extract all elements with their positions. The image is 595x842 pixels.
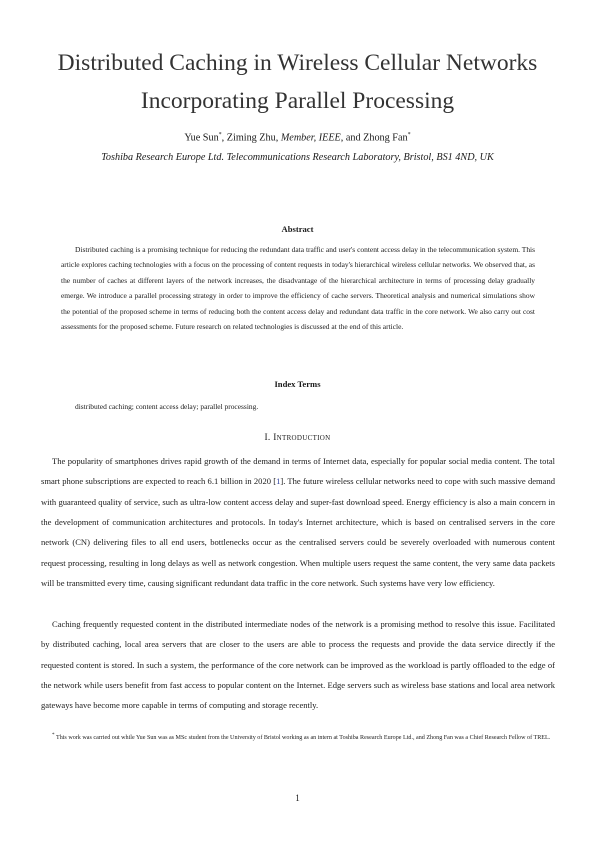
author-mark: * (407, 132, 411, 138)
index-terms-text: distributed caching; content access delay; parallel processing. (75, 402, 259, 411)
footnote-text: This work was carried out while Yue Sun was as MSc student from the University of Bristol working as an intern at Toshiba Research Europe Ltd., and Zhong Fan was a Chief Research Fellow of TREL. (55, 735, 551, 742)
author-list (20, 128, 575, 145)
section-title: Introduction (273, 433, 331, 443)
abstract-heading: Abstract (281, 224, 314, 234)
affiliation: Toshiba Research Europe Ltd. Telecommunications Research Laboratory, Bristol, BS1 4ND, UK (101, 152, 494, 163)
author-separator: , Ziming Zhu, (221, 132, 281, 144)
author-zhong-fan: , and Zhong Fan (340, 132, 408, 144)
author-yue-sun: Yue Sun (184, 132, 219, 144)
citation-link[interactable]: 1 (276, 476, 281, 487)
footnote (41, 730, 555, 744)
title-line-1: Distributed Caching in Wireless Cellular Networks (57, 50, 538, 76)
author-role: Member, IEEE (280, 132, 341, 144)
footnote-mark: * (52, 732, 55, 738)
paper-title (20, 44, 575, 120)
index-terms-heading: Index Terms (274, 379, 321, 389)
page-number: 1 (295, 793, 300, 803)
section-heading-introduction (20, 433, 575, 443)
section-numeral: I. (264, 433, 271, 443)
paragraph-text: ]. The future wireless cellular networks need to cope with such massive demand with guaranteed quality of service, such as ultra-low content access delay and super-fast download speed. Energy efficiency is also a main concern in the development of communication architectures and protocols. In today's Internet architecture, which is based on centralised servers in the core network (CN) delivering files to all end users, bottlenecks occur as the centralised servers could be severely overloaded with numerous content request processing, resulting in long delays as well as network congestion. When multiple users request the same content, the very same data packets will be transmitted every time, causing significant redundant data traffic in the core network. Such systems have very low efficiency. (41, 476, 555, 589)
intro-paragraph-1 (41, 451, 555, 593)
author-mark: * (218, 132, 222, 138)
abstract-text: Distributed caching is a promising technique for reducing the redundant data traffic and user's content access delay in the telecommunication system. This article explores caching technologies with a focus on the processing of content requests in today's hierarchical wireless cellular networks. We observed that, as the number of caches at different layers of the network increases, the disadvantage of the hierarchical architecture in terms of processing delay gradually emerge. We introduce a parallel processing strategy in order to improve the efficiency of cache servers. Theoretical analysis and numerical simulations show the potential of the proposed scheme in terms of reducing both the content access delay and redundant data traffic in the core network. We also carry out cost assessments for the proposed scheme. Future research on related technologies is discussed at the end of this article. (61, 245, 535, 332)
paragraph-text: The popularity of smartphones drives rapid growth of the demand in terms of Internet data, especially for popular social media content. The total smart phone subscriptions are expected to reach 6.1 billion in 2020 [ (41, 456, 555, 487)
title-line-2: Incorporating Parallel Processing (140, 88, 455, 114)
intro-paragraph-2: Caching frequently requested content in the distributed intermediate nodes of the network is a promising method to resolve this issue. Facilitated by distributed caching, local area servers that are closer to the users are able to process the requests and provide the data service directly if the requested content is stored. In such a system, the performance of the core network can be improved as the workload is partly offloaded to the edge of the network while users benefit from fast access to popular content on the Internet. Edge servers such as wireless base stations and local area network gateways have become more capable in terms of computing and storage recently. (41, 619, 555, 711)
